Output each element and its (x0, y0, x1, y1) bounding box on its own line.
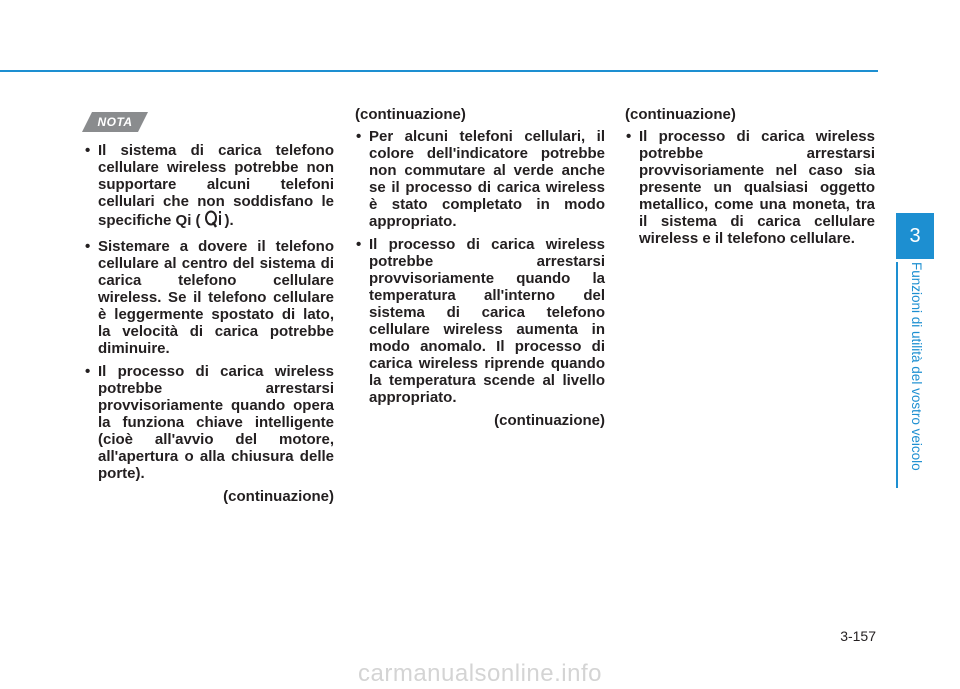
list-item (84, 142, 334, 232)
continued-header: (continuazione) (355, 106, 466, 123)
header-rule (0, 70, 878, 72)
continued-footer: (continuazione) (223, 488, 334, 505)
chapter-rule (896, 262, 898, 488)
list-item: • Sistemare a dovere il telefono cellulare al centro del sistema di carica telefono cellulare wireless. Se il telefono cellulare è leggermente spostato di lato, la velocità di carica potrebbe diminuire. (84, 238, 334, 357)
note-badge (82, 112, 148, 132)
item-text-end: ). (224, 212, 234, 229)
chapter-tab: 3 (896, 213, 934, 259)
list-item: • Per alcuni telefoni cellulari, il colore dell'indicatore potrebbe non commutare al verde anche se il processo di carica wireless è stato completato in modo appropriato. (355, 128, 605, 230)
note-label: NOTA (97, 115, 133, 129)
bullet-list (84, 142, 334, 482)
bullet-list (625, 128, 875, 247)
chapter-title: Funzioni di utilità del vostro veicolo (909, 262, 924, 471)
list-item: • Il processo di carica wireless potrebbe arrestarsi provvisoriamente quando opera la funziona chiave intelligente (cioè all'avvio del motore, all'apertura o alla chiusura delle porte). (84, 363, 334, 482)
list-item: • Il processo di carica wireless potrebbe arrestarsi provvisoriamente nel caso sia presente un qualsiasi oggetto metallico, come una moneta, tra il sistema di carica cellulare wireless e il telefono cellulare. (625, 128, 875, 247)
continued-footer: (continuazione) (494, 412, 605, 429)
column-2 (355, 106, 605, 429)
list-item: • Il processo di carica wireless potrebbe arrestarsi provvisoriamente quando la temperatura all'interno del sistema di carica telefono cellulare wireless aumenta in modo anomalo. Il processo di carica wireless riprende quando la temperatura scende al livello appropriato. (355, 236, 605, 406)
qi-logo-icon (203, 210, 223, 232)
bullet-list (355, 128, 605, 406)
column-3 (625, 106, 875, 253)
continued-header: (continuazione) (625, 106, 736, 123)
watermark: carmanualsonline.info (358, 660, 602, 687)
item-text: Il sistema di carica telefono cellulare wireless potrebbe non supportare alcuni telefoni cellulari che non soddisfano le specifiche Qi ( (98, 142, 334, 229)
page-number: 3-157 (840, 628, 876, 644)
column-1 (84, 142, 334, 505)
